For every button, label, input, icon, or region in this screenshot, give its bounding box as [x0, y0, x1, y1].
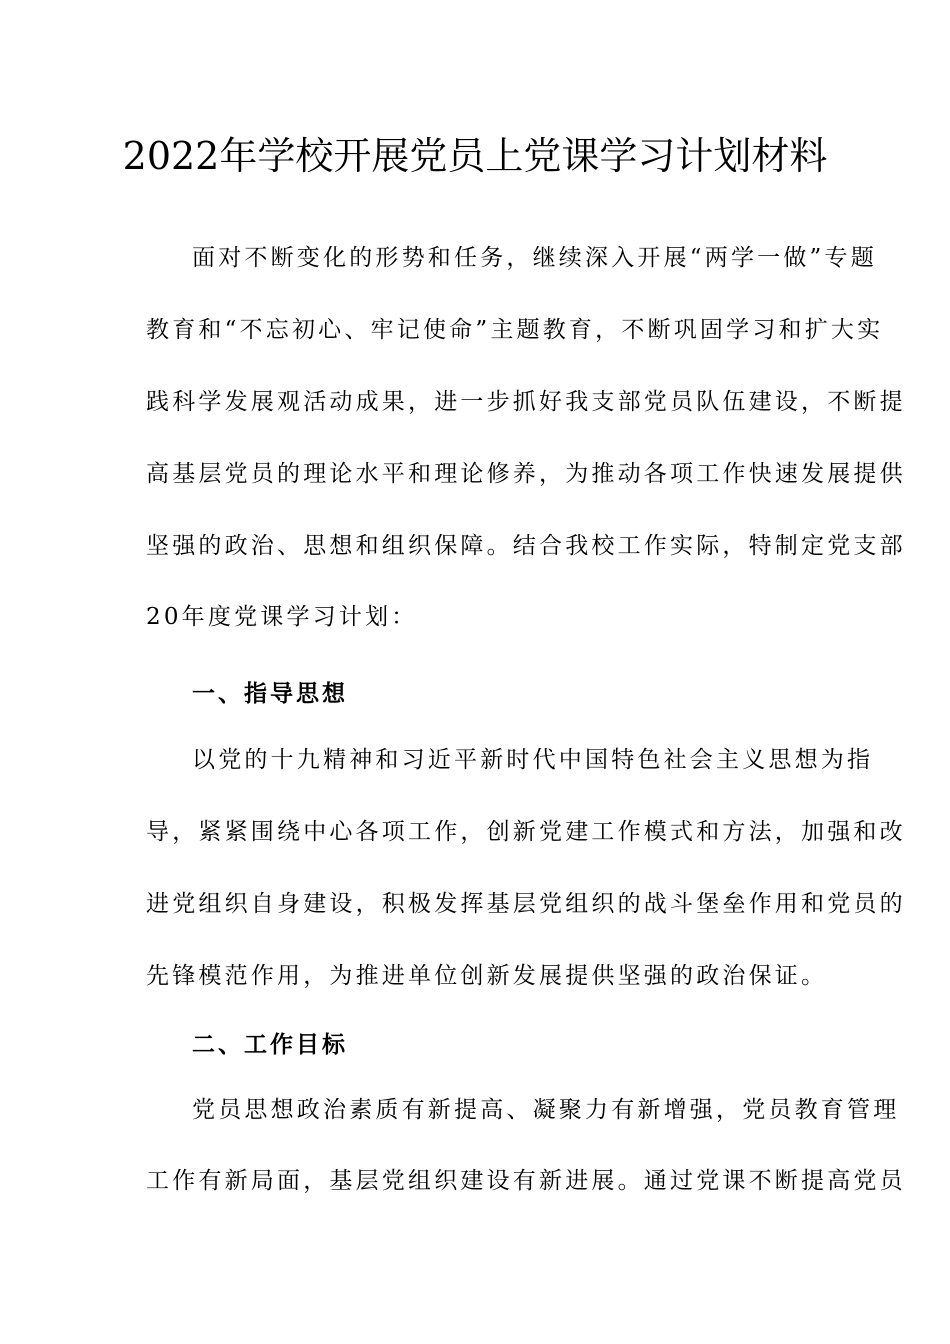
intro-line-1: 面对不断变化的形势和任务，继续深入开展“两学一做”专题: [192, 245, 877, 271]
section2-line-1: 党员思想政治素质有新提高、凝聚力有新增强，党员教育管理: [192, 1097, 900, 1123]
section2-line-2: 工作有新局面，基层党组织建设有新进展。通过党课不断提高党员: [146, 1168, 906, 1194]
intro-line-2: 教育和“不忘初心、牢记使命”主题教育，不断巩固学习和扩大实: [146, 317, 884, 343]
intro-line-4: 高基层党员的理论水平和理论修养，为推动各项工作快速发展提供: [146, 461, 906, 487]
intro-line-3: 践科学发展观活动成果，进一步抓好我支部党员队伍建设，不断提: [146, 389, 906, 415]
section-heading-work-goals: 二、工作目标: [192, 1031, 348, 1058]
section1-line-3: 进党组织自身建设，积极发挥基层党组织的战斗堡垒作用和党员的: [146, 891, 906, 917]
section1-line-4: 先锋模范作用，为推进单位创新发展提供坚强的政治保证。: [146, 963, 828, 989]
intro-line-5: 坚强的政治、思想和组织保障。结合我校工作实际，特制定党支部: [146, 533, 906, 559]
section1-line-2: 导，紧紧围绕中心各项工作，创新党建工作模式和方法，加强和改: [146, 819, 906, 845]
section1-line-1: 以党的十九精神和习近平新时代中国特色社会主义思想为指: [192, 747, 874, 773]
section-heading-guiding-ideology: 一、指导思想: [192, 680, 348, 707]
intro-line-6: 20年度党课学习计划：: [146, 604, 418, 630]
document-title: 2022年学校开展党员上党课学习计划材料: [122, 134, 828, 178]
